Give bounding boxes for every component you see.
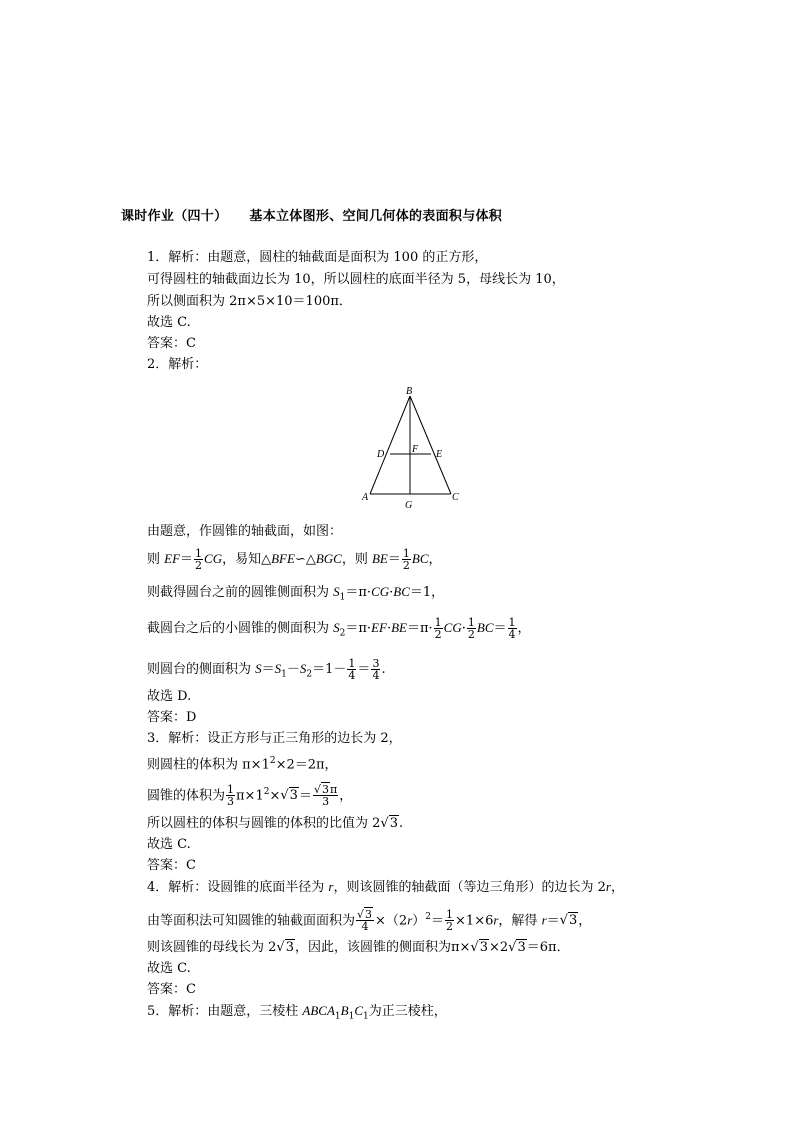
- p4-answer: 答案：C: [147, 982, 196, 997]
- label-b: B: [406, 386, 413, 397]
- edge-ba: [370, 396, 410, 494]
- fraction-half: $\frac{1}{2}$: [434, 616, 442, 641]
- p2-line-3: 则截得圆台之前的圆锥侧面积为 $S_1=\pi\cdot CG\cdot BC=1$，: [147, 584, 445, 603]
- sqrt-3: √3: [508, 940, 526, 955]
- fraction-three-quarters: $\frac{3}{4}$: [372, 657, 380, 682]
- p3-line-2: 则圆柱的体积为 $\pi\times 1^2\times 2=2\pi$，: [147, 756, 338, 773]
- p1-line-1: 1．解析：由题意，圆柱的轴截面是面积为 100 的正方形，: [147, 250, 488, 265]
- fraction-half: $\frac{1}{2}$: [402, 547, 410, 572]
- label-c: C: [452, 492, 459, 503]
- title-assignment: 课时作业（四十）: [121, 209, 228, 224]
- p3-line-4: 所以圆柱的体积与圆锥的体积的比值为 2√3.: [147, 816, 404, 831]
- p5-line-1: 5．解析：由题意，三棱柱 $ABCA_1B_1C_1$为正三棱柱，: [147, 1003, 447, 1022]
- p2-heading: 2．解析：: [147, 357, 208, 372]
- fraction-quarter: $\frac{1}{4}$: [348, 657, 356, 682]
- sqrt-3: √3: [470, 940, 488, 955]
- p1-line-2: 可得圆柱的轴截面边长为 10，所以圆柱的底面半径为 5，母线长为 10，: [147, 272, 565, 287]
- fraction-half: $\frac{1}{2}$: [446, 908, 454, 934]
- p2-line-2: 则 EF＝ $\frac{1}{2}$ CG，易知△BFE∽△BGC，则 BE＝ $\frac{1}{2}$ BC，: [147, 547, 442, 572]
- cone-axial-section-figure: [360, 382, 470, 512]
- fraction-third: $\frac{1}{3}$: [227, 783, 235, 809]
- sqrt-3: √3: [280, 788, 298, 804]
- sqrt-3: √3: [276, 940, 294, 955]
- label-a: A: [362, 492, 369, 503]
- p4-line-3: 则该圆锥的母线长为 2√3，因此，该圆锥的侧面积为π×√3×2√3＝6π．: [147, 940, 570, 955]
- p3-answer: 答案：C: [147, 858, 196, 873]
- sqrt-3: √3: [380, 816, 398, 831]
- p2-answer: 答案：D: [147, 710, 197, 725]
- fraction-sqrt3-over-4: $\frac{√3}{4}$: [357, 908, 373, 934]
- p1-line-3: 所以侧面积为 2π×5×10＝100π．: [147, 294, 352, 309]
- label-d: D: [377, 449, 385, 460]
- p2-line-1: 由题意，作圆锥的轴截面，如图：: [147, 524, 343, 539]
- p3-line-3: 圆锥的体积为 $\frac{1}{3}$ $\pi\times 1^2\times√3=$ $\frac{√3\pi}{3}$ ，: [147, 783, 353, 809]
- p4-line-1: 4．解析：设圆锥的底面半径为 r，则该圆锥的轴截面（等边三角形）的边长为 2r，: [147, 879, 624, 895]
- fraction-half: $\frac{1}{2}$: [467, 616, 475, 641]
- p3-line-1: 3．解析：设正方形与正三角形的边长为 2，: [147, 731, 402, 746]
- p1-line-4: 故选 C.: [147, 315, 191, 330]
- p4-line-4: 故选 C.: [147, 961, 191, 976]
- label-g: G: [405, 500, 413, 511]
- page-title: [121, 205, 502, 224]
- sqrt-3: √3: [559, 913, 578, 929]
- label-e: E: [436, 449, 443, 460]
- fraction-half: $\frac{1}{2}$: [195, 547, 203, 572]
- label-f: F: [412, 444, 419, 455]
- p3-line-5: 故选 C.: [147, 837, 191, 852]
- p1-answer: 答案：C: [147, 336, 196, 351]
- p2-line-6: 故选 D.: [147, 689, 192, 704]
- title-topic: 基本立体图形、空间几何体的表面积与体积: [249, 209, 503, 224]
- p2-line-4: 截圆台之后的小圆锥的侧面积为 $S_2=\pi\cdot EF\cdot BE=\pi\cdot$ $\frac{1}{2}$ CG· $\frac{1}{2}$ BC＝ $\frac{1}{4}$ ，: [147, 616, 531, 641]
- fraction-quarter: $\frac{1}{4}$: [508, 616, 516, 641]
- p2-line-5: 则圆台的侧面积为 $S=S_1-S_2=1-$ $\frac{1}{4}$ ＝ $\frac{3}{4}$ .: [147, 657, 386, 682]
- p4-line-2: 由等面积法可知圆锥的轴截面面积为 $\frac{√3}{4}$ $\times(2r)^2=$ $\frac{1}{2}$ ×1×6r，解得 r＝√3，: [147, 908, 592, 934]
- fraction-sqrt3-pi-over-3: $\frac{√3\pi}{3}$: [313, 783, 338, 809]
